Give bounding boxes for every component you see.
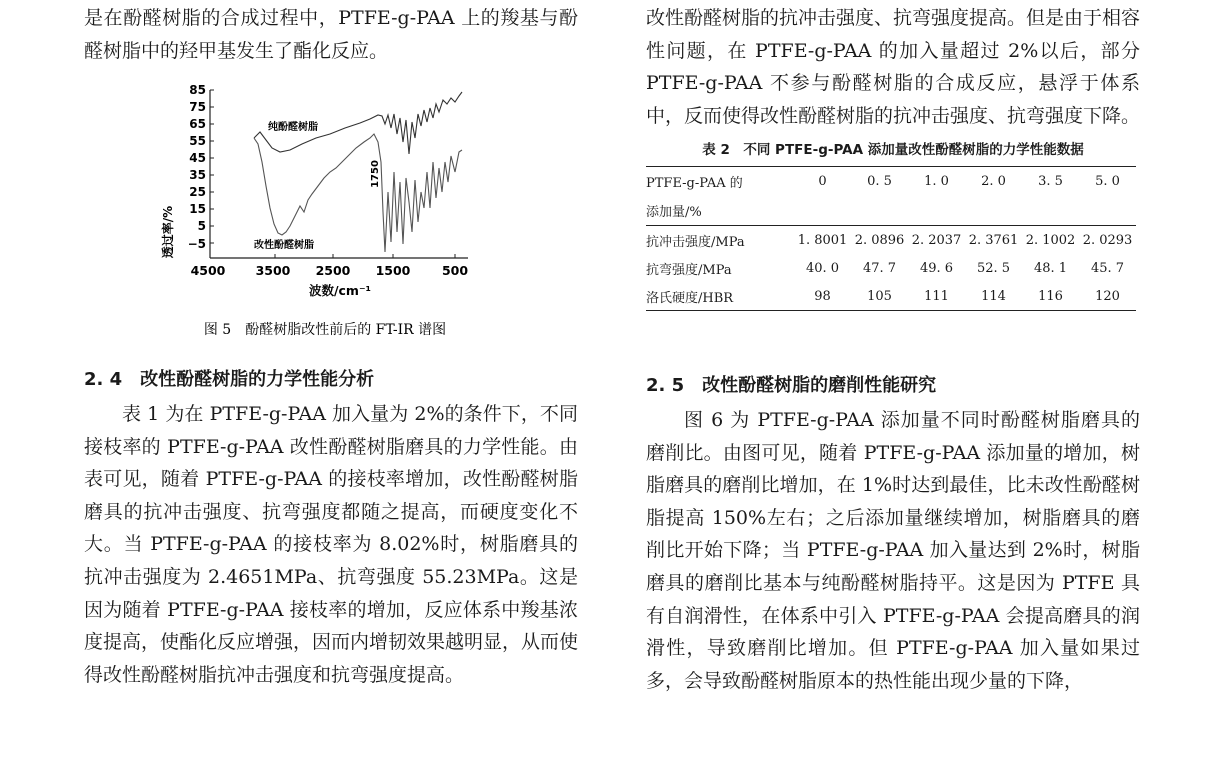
- table-cell: 120: [1095, 288, 1120, 304]
- row-label: 抗冲击强度/MPa: [646, 234, 745, 250]
- y-axis-label: 透过率/%: [161, 205, 175, 259]
- y-tick-label: 65: [189, 117, 206, 131]
- table-cell: 40. 0: [805, 260, 840, 276]
- peak-1750-label: 1750: [370, 160, 381, 188]
- table-cell: 49. 6: [919, 260, 954, 276]
- left-paragraph-top: 是在酚醛树脂的合成过程中，PTFE-g-PAA 上的羧基与酚醛树脂中的羟甲基发生了酯化反应。: [84, 7, 578, 62]
- table-cell: 52. 5: [976, 260, 1011, 276]
- table-cell: 45. 7: [1090, 260, 1125, 276]
- section-2-5-title: 2. 5 改性酚醛树脂的磨削性能研究: [646, 375, 937, 396]
- x-tick-label: 1500: [375, 263, 411, 278]
- x-tick-label: 3500: [255, 263, 291, 278]
- table-cell: 1. 8001: [797, 232, 848, 248]
- table-cell: 48. 1: [1033, 260, 1068, 276]
- pure-resin-label: 纯酚醛树脂: [268, 122, 318, 133]
- modified-resin-spectrum-line: [254, 134, 462, 252]
- left-paragraph-body: 表 1 为在 PTFE-g-PAA 加入量为 2%的条件下，不同接枝率的 PTFE-g-PAA 改性酚醛树脂磨具的力学性能。由表可见，随着 PTFE-g-PAA 的接枝率增加，改性酚醛树脂磨具的抗冲击强度、抗弯强度都随之提高，而硬度变化不大。当 PTFE-g-PAA 的接枝率为 8.02%时，树脂磨具的抗冲击强度为 2.4651MPa、抗弯强度 55.23MPa。这是因为随着 PTFE-g-PAA 接枝率的增加，反应体系中羧基浓度提高，使酯化反应增强，因而内增韧效果越明显，从而使得改性酚醛树脂抗冲击强度和抗弯强度提高。: [84, 403, 579, 686]
- x-tick-label: 500: [441, 263, 469, 278]
- right-paragraph-top: 改性酚醛树脂的抗冲击强度、抗弯强度提高。但是由于相容性问题，在 PTFE-g-PAA 的加入量超过 2%以后，部分 PTFE-g-PAA 不参与酚醛树脂的合成反应，悬浮于体系中，反而使得改性酚醛树脂的抗冲击强度、抗弯强度下降。: [646, 7, 1141, 127]
- header-cell: 0. 5: [867, 174, 892, 190]
- y-tick-label: −5: [187, 237, 206, 251]
- left-column: [84, 0, 578, 67]
- table-2: [646, 138, 1140, 311]
- y-tick-label: 85: [189, 83, 206, 97]
- table-cell: 2. 0293: [1082, 232, 1133, 248]
- table-cell: 114: [981, 288, 1006, 304]
- table-cell: 116: [1038, 288, 1063, 304]
- table-cell: 111: [924, 288, 949, 304]
- left-column-lower: [84, 368, 578, 691]
- header-label-line-1: PTFE-g-PAA 的: [646, 176, 743, 192]
- table-row: [646, 254, 1136, 282]
- table-header-row-2: [646, 196, 1136, 226]
- mechanical-properties-table: [646, 166, 1136, 311]
- table-cell: 105: [867, 288, 892, 304]
- header-label-line-2: 添加量/%: [646, 205, 702, 221]
- y-tick-label: 5: [197, 219, 206, 233]
- table-cell: 2. 3761: [968, 232, 1019, 248]
- y-tick-label: 45: [189, 151, 206, 165]
- header-cell: 3. 5: [1038, 174, 1063, 190]
- ftir-spectrum-chart: [150, 82, 480, 342]
- right-column-lower: [646, 374, 1140, 697]
- figure-caption: 图 5 酚醛树脂改性前后的 FT-IR 谱图: [203, 322, 447, 338]
- header-cell: 0: [818, 174, 827, 190]
- y-tick-label: 15: [189, 202, 206, 216]
- modified-resin-label: 改性酚醛树脂: [254, 240, 314, 251]
- table-cell: 2. 1002: [1025, 232, 1076, 248]
- right-column: [646, 0, 1140, 311]
- y-tick-label: 75: [189, 100, 206, 114]
- table-cell: 98: [814, 288, 831, 304]
- y-tick-label: 25: [189, 185, 206, 199]
- section-2-4-title: 2. 4 改性酚醛树脂的力学性能分析: [84, 369, 375, 390]
- table-header-row: [646, 167, 1136, 197]
- row-label: 洛氏硬度/HBR: [646, 290, 734, 306]
- right-paragraph-body: 图 6 为 PTFE-g-PAA 添加量不同时酚醛树脂磨具的磨削比。由图可见，随着 PTFE-g-PAA 添加量的增加，树脂磨具的磨削比增加，在 1%时达到最佳，比未改性酚醛树脂提高 150%左右；之后添加量继续增加，树脂磨具的磨削比开始下降；当 PTFE-g-PAA 加入量达到 2%时，树脂磨具的磨削比基本与纯酚醛树脂持平。这是因为 PTFE 具有自润滑性，在体系中引入 PTFE-g-PAA 会提高磨具的润滑性，导致磨削比增加。但 PTFE-g-PAA 加入量如果过多，会导致酚醛树脂原本的热性能出现少量的下降，: [646, 409, 1140, 692]
- table-cell: 47. 7: [862, 260, 897, 276]
- table-2-title: 表 2 不同 PTFE-g-PAA 添加量改性酚醛树脂的力学性能数据: [702, 142, 1084, 159]
- header-cell: 1. 0: [924, 174, 949, 190]
- x-tick-label: 2500: [315, 263, 351, 278]
- table-cell: 2. 0896: [854, 232, 905, 248]
- table-cell: 2. 2037: [911, 232, 962, 248]
- header-cell: 2. 0: [981, 174, 1006, 190]
- y-tick-label: 55: [189, 134, 206, 148]
- x-tick-label: 4500: [190, 263, 226, 278]
- header-cell: 5. 0: [1095, 174, 1120, 190]
- table-row: [646, 282, 1136, 311]
- x-axis-label: 波数/cm⁻¹: [308, 283, 372, 298]
- table-row: [646, 226, 1136, 255]
- row-label: 抗弯强度/MPa: [646, 262, 732, 278]
- y-tick-label: 35: [189, 168, 206, 182]
- ftir-figure: [150, 82, 480, 342]
